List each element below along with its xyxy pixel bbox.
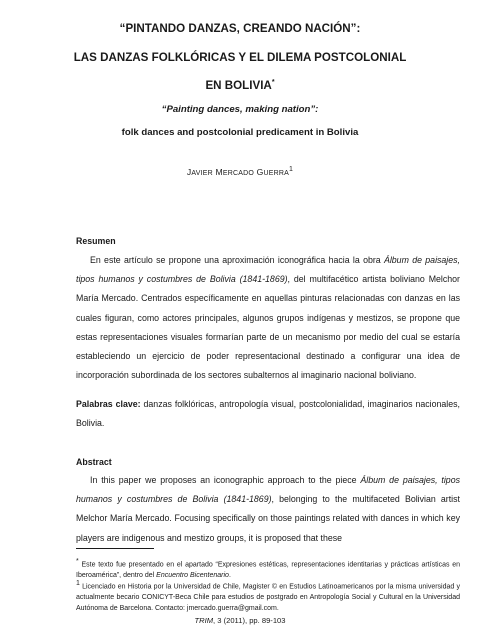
resumen-text-2: , del multifacético artista boliviano Melchor María Mercado. Centrados específicamente en aquellas pinturas relacionadas con danzas en las cuales figuran, como actores principales, algunos grupos indígenas y mestizos, se propone que estas representaciones visuales formarían parte de un mecanismo por medio del cual se estaría estableciendo un ejercicio de poder representacional destinado a configurar una idea de incorporación subordinada de los sectores subalternos al imaginario nacional boliviano. bbox=[76, 274, 460, 381]
title-line-3-text: EN BOLIVIA bbox=[205, 79, 272, 92]
author-second-rest: ERCADO bbox=[222, 169, 254, 177]
footnote-one-mark: 1 bbox=[76, 580, 80, 587]
resumen-text-1: En este artículo se propone una aproximación iconográfica hacia la obra bbox=[90, 255, 384, 265]
abstract-paragraph bbox=[76, 471, 460, 548]
footnote-star-text-2: . bbox=[228, 571, 231, 579]
footer-journal: TRIM bbox=[194, 616, 214, 625]
abstract-work-title: Álbum de paisajes, tipos humanos y costumbres de Bolivia (1841-1869) bbox=[76, 475, 460, 505]
title-line-2: LAS DANZAS FOLKLÓRICAS Y EL DILEMA POSTCOLONIAL bbox=[73, 51, 407, 64]
footnote-star bbox=[76, 557, 460, 582]
footnote-one bbox=[76, 579, 460, 614]
abstract-heading: Abstract bbox=[76, 457, 112, 467]
author-initial-j: J bbox=[186, 166, 192, 177]
footnote-divider bbox=[76, 548, 154, 549]
english-title-line-1: “Painting dances, making nation”: bbox=[161, 104, 319, 115]
resumen-heading: Resumen bbox=[76, 236, 116, 246]
abstract-text-1: In this paper we proposes an iconographic approach to the piece bbox=[90, 475, 361, 485]
resumen-work-title: Álbum de paisajes, tipos humanos y costumbres de Bolivia (1841-1869) bbox=[76, 255, 460, 285]
footnote-star-text-1: Este texto fue presentado en el apartado “Expresiones estéticas, representaciones identitarias y prácticas artísticas en Iberoamérica”, dentro del bbox=[76, 561, 460, 579]
keywords-text: danzas folklóricas, antropología visual, postcolonialidad, imaginarios nacionales, Bolivia. bbox=[76, 399, 460, 429]
title-line-1: “PINTANDO DANZAS, CREANDO NACIÓN”: bbox=[119, 22, 361, 35]
footer-citation: , 3 (2011), pp. 89-103 bbox=[213, 616, 286, 625]
author-first-rest: AVIER bbox=[191, 169, 213, 177]
author-third-rest: UERRA bbox=[263, 169, 289, 177]
title-footnote-mark: * bbox=[271, 79, 275, 87]
footnote-one-text: Licenciado en Historia por la Universidad de Chile, Magister © en Estudios Latinoamericanos por la misma universidad y actualmente becario CONICYT-Beca Chile para estudios de postgrado en Antropología Social y Cultural en la Universidad Autónoma de Barcelona. Contacto: jmercado.guerra@gmail.com. bbox=[76, 583, 460, 612]
footnote-star-event: Encuentro Bicentenario bbox=[156, 571, 229, 579]
resumen-paragraph bbox=[76, 251, 460, 385]
abstract-text-2: , belonging to the multifaceted Bolivian artist Melchor María Mercado. Focusing specifically on those paintings related with dances in which key players are indigenous and mestizo groups, it is proposed that these bbox=[76, 494, 460, 543]
keywords-paragraph bbox=[76, 395, 460, 433]
footnote-star-mark: * bbox=[76, 558, 79, 565]
author-footnote-mark: 1 bbox=[289, 166, 294, 173]
title-line-3 bbox=[40, 79, 440, 92]
author-name bbox=[40, 166, 440, 177]
keywords-label: Palabras clave: bbox=[76, 399, 141, 409]
author-initial-m: M bbox=[215, 166, 223, 177]
author-initial-g: G bbox=[256, 166, 264, 177]
english-title-line-2: folk dances and postcolonial predicament in Bolivia bbox=[121, 127, 359, 138]
page-footer bbox=[0, 616, 480, 625]
